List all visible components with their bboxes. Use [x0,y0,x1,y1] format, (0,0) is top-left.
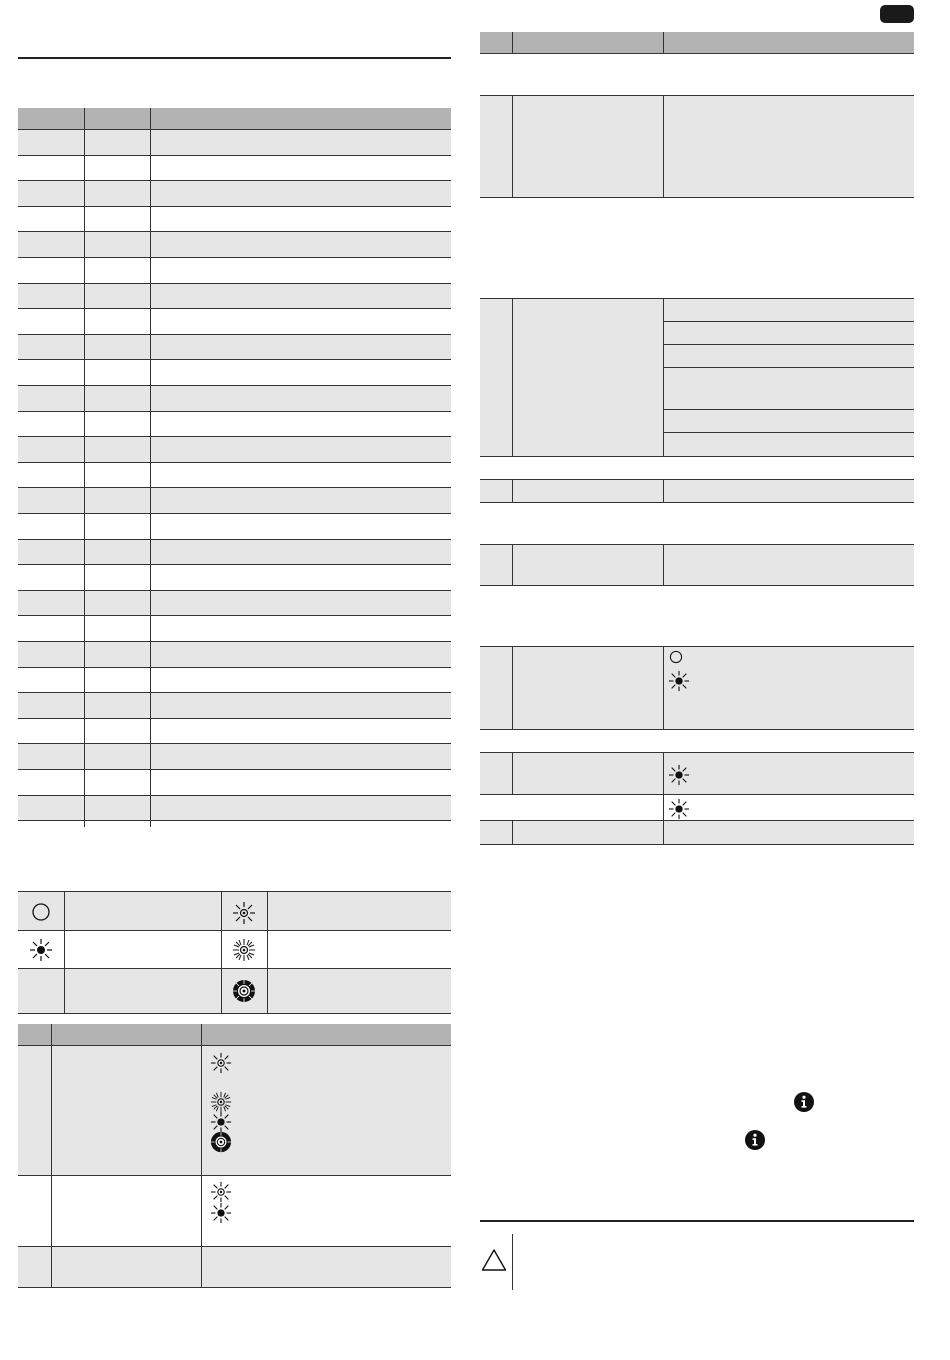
circle-off-icon [669,650,683,664]
table-row [18,642,451,668]
table-row [18,591,451,617]
table-row [18,335,451,361]
rapid-flash-icon [232,979,256,1003]
blink-fast-icon [232,938,256,962]
table-row [18,488,451,514]
parameter-table [18,108,451,827]
table-row [18,386,451,412]
table-row [18,565,451,591]
table-row [18,360,451,386]
table-row [18,693,451,719]
table-row [18,130,451,156]
fault-table [480,32,914,845]
blink-slow-icon [210,1052,232,1074]
solid-on-icon [668,670,690,692]
table-row [18,719,451,745]
status-table [18,1024,451,1288]
table-row [18,540,451,566]
table-row [18,744,451,770]
language-badge [880,5,914,23]
table-row [18,616,451,642]
blink-slow-icon [210,1181,232,1203]
solid-on-icon [210,1111,232,1133]
solid-on-icon [29,938,53,962]
solid-on-icon [668,798,690,820]
table-row [18,796,451,822]
solid-on-icon [210,1202,232,1224]
warning-triangle-icon [481,1248,507,1272]
table-row [18,156,451,182]
circle-off-icon [31,902,51,922]
blink-fast-icon [210,1091,232,1113]
table-row [18,284,451,310]
table-row [18,181,451,207]
table-row [18,232,451,258]
solid-on-icon [668,764,690,786]
info-icon [745,1130,765,1150]
table-row [18,668,451,694]
table-row [18,437,451,463]
warning-divider [512,1234,513,1290]
table-row [18,258,451,284]
table-row [18,412,451,438]
table-row [18,309,451,335]
blink-slow-icon [232,901,256,925]
table-row [18,514,451,540]
section-rule [18,57,451,59]
table-row [18,207,451,233]
table-row [18,770,451,796]
table-row [18,463,451,489]
rapid-flash-icon [210,1131,232,1153]
info-icon [794,1092,814,1112]
legend-table [18,891,451,1014]
table-header [18,108,451,130]
warning-rule [480,1220,914,1222]
